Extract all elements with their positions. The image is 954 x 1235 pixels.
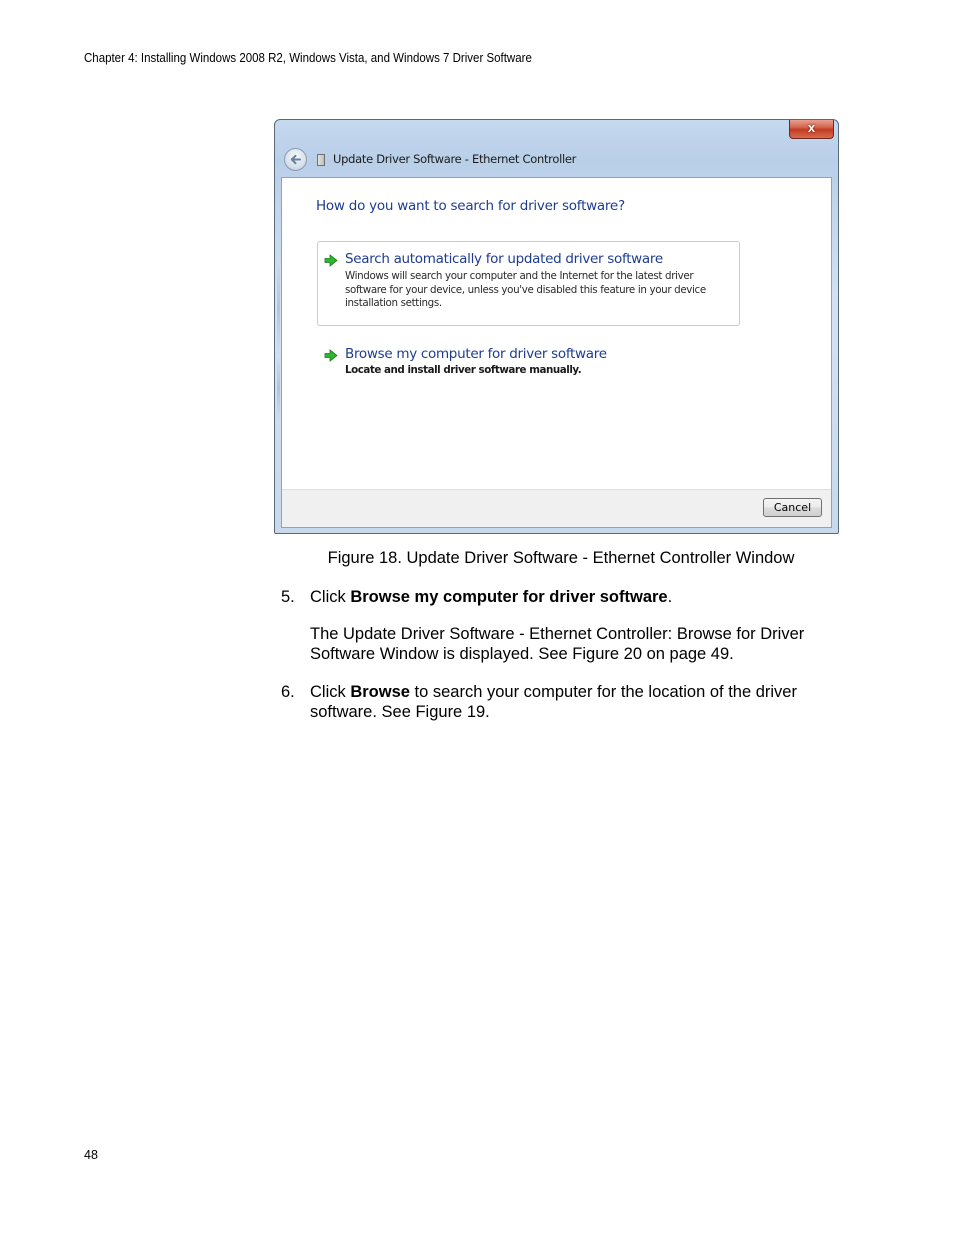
option-title: Browse my computer for driver software xyxy=(345,346,607,362)
step-number: 5. xyxy=(281,588,295,606)
step-5-result: The Update Driver Software - Ethernet Controller: Browse for Driver Software Window is displayed. See Figure 20 on page 49. xyxy=(310,625,805,663)
close-button[interactable]: x xyxy=(789,119,834,139)
browse-computer-option[interactable] xyxy=(317,336,740,381)
step-suffix: . xyxy=(667,588,673,606)
step-text xyxy=(310,682,840,722)
option-description: Windows will search your computer and the Internet for the latest driver software for your device, unless you've disabled this feature in your device installation settings. xyxy=(345,270,706,310)
option-title: Search automatically for updated driver software xyxy=(345,251,663,267)
back-button[interactable] xyxy=(284,148,307,171)
search-question: How do you want to search for driver software? xyxy=(316,198,625,214)
update-driver-dialog xyxy=(274,119,839,534)
step-prefix: Click xyxy=(310,683,351,701)
page-number: 48 xyxy=(84,1148,98,1162)
search-automatically-option[interactable] xyxy=(317,241,740,326)
device-icon xyxy=(317,154,325,166)
ui-command: Browse xyxy=(350,683,410,701)
step-number: 6. xyxy=(281,683,295,701)
ui-command: Browse my computer for driver software xyxy=(350,588,668,606)
green-arrow-icon xyxy=(324,349,338,362)
running-header: Chapter 4: Installing Windows 2008 R2, Windows Vista, and Windows 7 Driver Software xyxy=(84,51,532,65)
option-description: Locate and install driver software manually. xyxy=(345,364,582,376)
back-arrow-icon xyxy=(289,153,302,166)
cancel-button[interactable]: Cancel xyxy=(763,498,822,517)
step-text xyxy=(310,587,840,607)
dialog-title: Update Driver Software - Ethernet Controller xyxy=(333,152,577,166)
step-prefix: Click xyxy=(310,588,351,606)
dialog-footer xyxy=(282,489,831,527)
step-suffix: to search your computer for the location of the driver software. See Figure 19. xyxy=(310,683,797,721)
dialog-content xyxy=(281,177,832,528)
green-arrow-icon xyxy=(324,254,338,267)
figure-caption: Figure 18. Update Driver Software - Ethernet Controller Window xyxy=(327,549,795,567)
